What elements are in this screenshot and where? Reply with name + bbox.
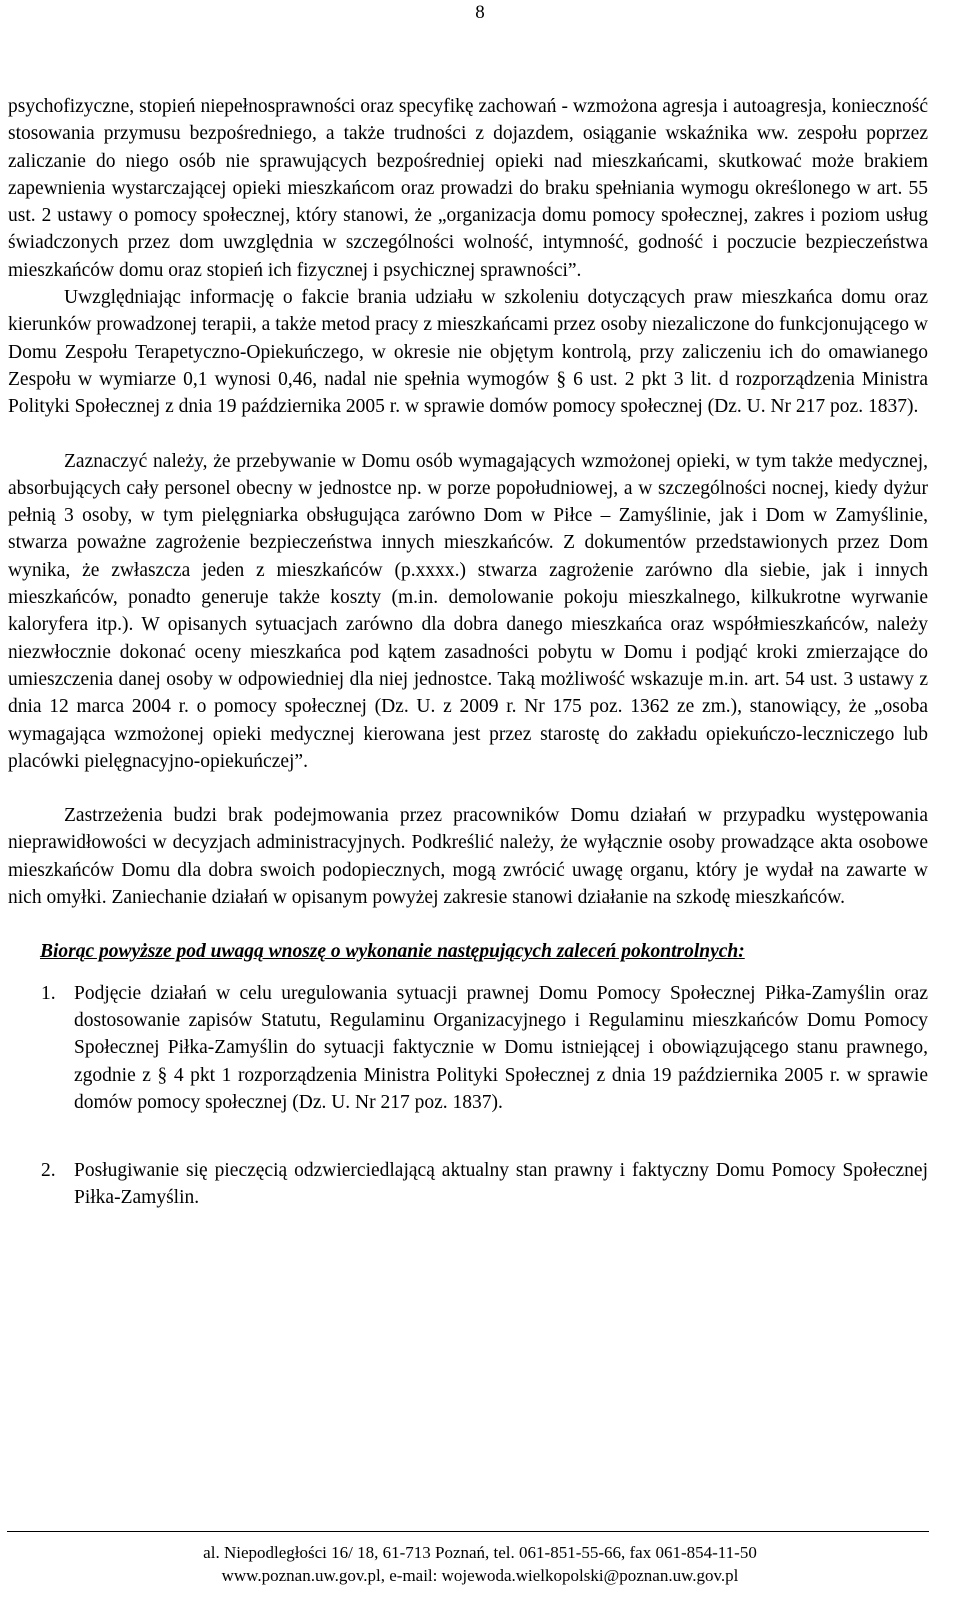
list-item-number: 2.	[41, 1160, 56, 1182]
recommendations-heading: Biorąc powyższe pod uwagą wnoszę o wykonanie następujących zaleceń pokontrolnych:	[40, 941, 745, 963]
list-item-text: Posługiwanie się pieczęcią odzwierciedlającą aktualny stan prawny i faktyczny Domu Pomocy Społecznej Piłka-Zamyślin.	[74, 1160, 928, 1209]
footer-divider	[7, 1531, 929, 1532]
list-item-text: Podjęcie działań w celu uregulowania sytuacji prawnej Domu Pomocy Społecznej Piłka-Zamyślin oraz dostosowanie zapisów Statutu, Regulaminu Organizacyjnego i Regulaminu mieszkańców Domu Pomocy Społecznej Piłka-Zamyślin do sytuacji faktycznie w Domu istniejącej i obowiązującego stanu prawnego, zgodnie z § 4 pkt 1 rozporządzenia Ministra Polityki Społecznej z dnia 19 października 2005 r. w sprawie domów pomocy społecznej (Dz. U. Nr 217 poz. 1837).	[74, 982, 928, 1113]
paragraph-gap	[8, 775, 928, 802]
page-number: 8	[475, 2, 485, 23]
page-footer	[0, 1541, 960, 1587]
paragraph-gap	[8, 911, 928, 938]
recommendations-list	[8, 980, 928, 1212]
document-body	[8, 93, 928, 1212]
paragraph-staffing-assessment: psychofizyczne, stopień niepełnosprawności oraz specyfikę zachowań - wzmożona agresja i autoagresja, konieczność stosowania przymusu bezpośredniego, a także trudności z dojazdem, osiąganie wskaźnika ww. zespołu poprzez zaliczanie do niego osób nie sprawujących bezpośredniej opieki nad mieszkańcami, skutkować może brakiem zapewnienia wystarczającej opieki mieszkańcom oraz prowadzi do braku spełniania wymogu określonego w art. 55 ust. 2 ustawy o pomocy społecznej, który stanowi, że „organizacja domu pomocy społecznej, zakres i poziom usług świadczonych przez dom uwzględnia w szczególności wolność, intymność, godność i poczucie bezpieczeństwa mieszkańców domu oraz stopień ich fizycznej i psychicznej sprawności”.	[8, 96, 928, 281]
paragraph-administrative-decisions: Zastrzeżenia budzi brak podejmowania przez pracowników Domu działań w przypadku występowania nieprawidłowości w decyzjach administracyjnych. Podkreślić należy, że wyłącznie osoby prowadzące akta osobowe mieszkańców Domu dla dobra swoich podopiecznych, mogą zwrócić uwagę organu, który je wydał na zawarte w nich omyłki. Zaniechanie działań w opisanym powyżej zakresie stanowi działanie na szkodę mieszkańców.	[8, 805, 928, 909]
list-item	[8, 1157, 928, 1212]
paragraph-residents-safety: Zaznaczyć należy, że przebywanie w Domu osób wymagających wzmożonej opieki, w tym także medycznej, absorbujących cały personel obecny w jednostce np. w porze popołudniowej, a w szczególności nocnej, kiedy dyżur pełnią 3 osoby, w tym pielęgniarka obsługująca zarówno Dom w Piłce – Zamyślinie, jak i Dom w Zamyślinie, stwarza poważne zagrożenie bezpieczeństwa innych mieszkańców. Z dokumentów przedstawionych przez Dom wynika, że zwłaszcza jeden z mieszkańców (p.xxxx.) stwarza zagrożenie zarówno dla siebie, jak i innych mieszkańców, ponadto generuje także koszty (m.in. demolowanie pokoju mieszkalnego, kilkukrotne wyrwanie kaloryfera itp.). W opisanych sytuacjach zarówno dla dobra danego mieszkańca oraz współmieszkańców, należy niezwłocznie dokonać oceny mieszkańca pod kątem zasadności pobytu w Domu i podjąć kroki zmierzające do umieszczenia danej osoby w odpowiedniej dla niej jednostce. Taką możliwość wskazuje m.in. art. 54 ust. 3 ustawy z dnia 12 marca 2004 r. o pomocy społecznej (Dz. U. z 2009 r. Nr 175 poz. 1362 ze zm.), stanowiący, że „osoba wymagająca wzmożonej opieki medycznej kierowana jest przez starostę do zakładu opiekuńczo-leczniczego lub placówki pielęgnacyjno-opiekuńczej”.	[8, 450, 928, 772]
list-item	[8, 980, 928, 1116]
paragraph-gap	[8, 966, 928, 980]
paragraph-therapy-team: Uwzględniając informację o fakcie brania udziału w szkoleniu dotyczących praw mieszkańca domu oraz kierunków prowadzonej terapii, a także metod pracy z mieszkańcami przez osoby niezaliczone do funkcjonującego w Domu Zespołu Terapetyczno-Opiekuńczego, w okresie nie objętym kontrolą, przy zaliczeniu ich do omawianego Zespołu w wymiarze 0,1 wynosi 0,46, nadal nie spełnia wymogów § 6 ust. 2 pkt 3 lit. d rozporządzenia Ministra Polityki Społecznej z dnia 19 października 2005 r. w sprawie domów pomocy społecznej (Dz. U. Nr 217 poz. 1837).	[8, 287, 928, 418]
footer-address: al. Niepodległości 16/ 18, 61-713 Poznań, tel. 061-851-55-66, fax 061-854-11-50	[203, 1543, 757, 1562]
list-item-number: 1.	[41, 982, 56, 1004]
footer-web-contact: www.poznan.uw.gov.pl, e-mail: wojewoda.wielkopolski@poznan.uw.gov.pl	[221, 1566, 739, 1585]
paragraph-gap	[8, 421, 928, 448]
list-gap	[8, 1116, 928, 1157]
